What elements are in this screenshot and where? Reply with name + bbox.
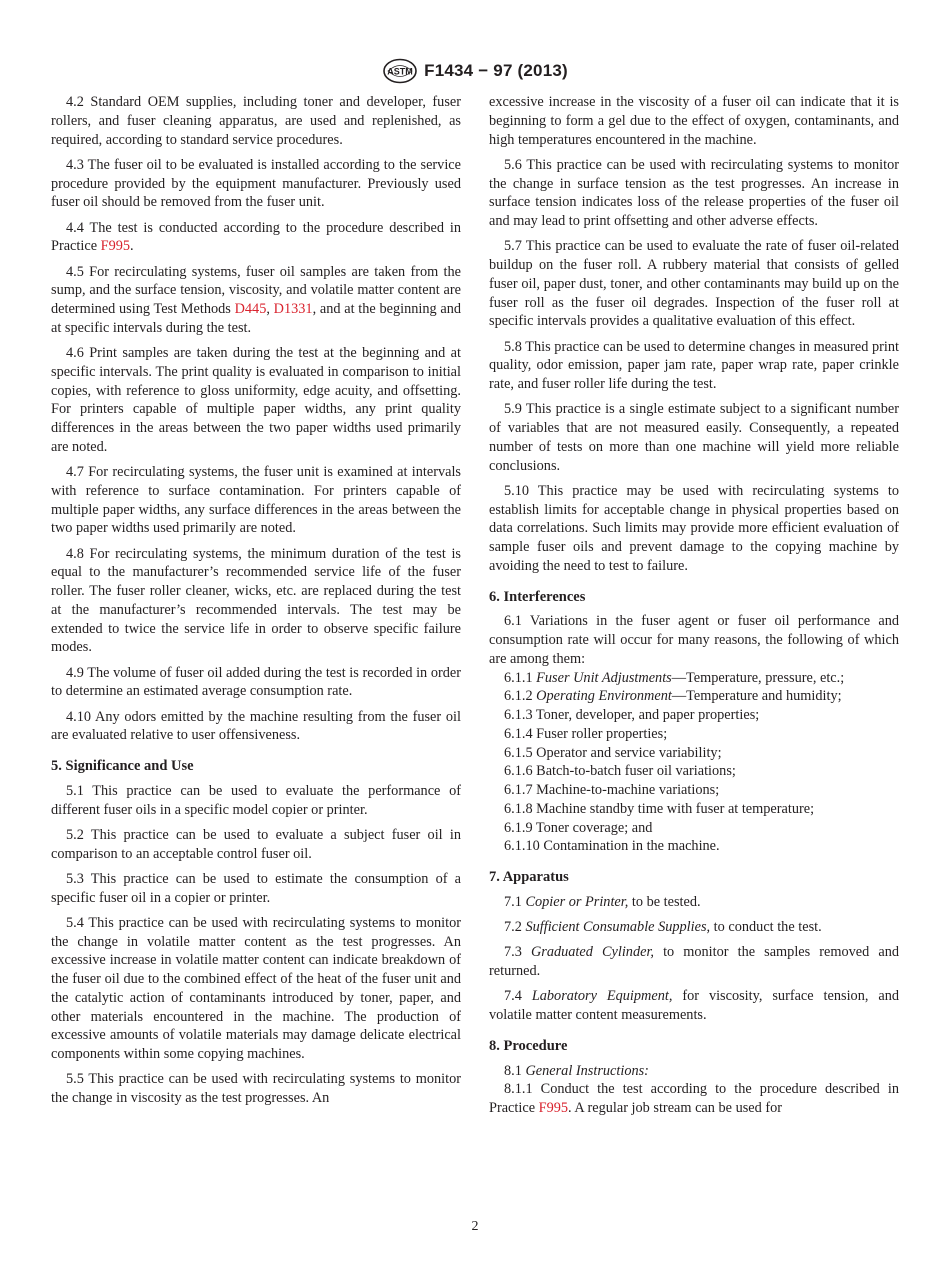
paragraph-4-2: 4.2 Standard OEM supplies, including toner and developer, fuser rollers, and fuser cleaning apparatus, are used and replenished, as required, according to standard service procedures. xyxy=(51,94,461,148)
paragraph-7-4 xyxy=(489,987,899,1025)
paragraph-5-8: 5.8 This practice can be used to determine changes in measured print quality, odor emission, paper jam rate, paper wrap rate, paper crinkle rate, and fuser roller life during the test. xyxy=(489,338,899,392)
link-d445[interactable]: D445 xyxy=(234,301,267,317)
list-item-6-1-9: 6.1.9 Toner coverage; and xyxy=(504,819,653,836)
paragraph-7-3-term: Graduated Cylinder, xyxy=(530,944,654,961)
section-5-heading: 5. Significance and Use xyxy=(51,758,194,774)
link-d1331[interactable]: D1331 xyxy=(273,301,313,317)
paragraph-7-4-text: for viscosity, surface tension, and volatile matter content measurements. xyxy=(489,988,900,1023)
paragraph-4-8: 4.8 For recirculating systems, the minimum duration of the test is equal to the manufacturer’s recommended service life of the fuser roller. The fuser roller cleaner, wicks, etc. are replaced during the test at the manufacturer’s recommended intervals. The test may be extended to twice the service life in order to observe specific failure modes. xyxy=(51,545,461,656)
paragraph-7-2-text: to conduct the test. xyxy=(710,919,822,935)
paragraph-4-7: 4.7 For recirculating systems, the fuser unit is examined at intervals with reference to surface contamination. For printers capable of multiple paper widths, any surface differences in the areas between the two paper widths used primarily are noted. xyxy=(51,464,461,537)
paragraph-7-3 xyxy=(489,943,899,981)
list-item-6-1-4: 6.1.4 Fuser roller properties; xyxy=(504,725,668,742)
paragraph-4-5 xyxy=(51,263,461,338)
paragraph-5-10: 5.10 This practice may be used with recirculating systems to establish limits for acceptable change in physical properties based on data correlations. Such limits may provide more efficient evaluation of sample fuser oils and prevent damage to the copying machine by avoiding the need to test to failure. xyxy=(489,482,899,574)
list-item-6-1-5: 6.1.5 Operator and service variability; xyxy=(504,744,722,761)
left-column xyxy=(51,93,461,1114)
list-item-6-1-10: 6.1.10 Contamination in the machine. xyxy=(504,838,720,855)
page-number: 2 xyxy=(471,1219,479,1234)
paragraph-7-2-term: Sufficient Consumable Supplies, xyxy=(525,919,711,935)
link-f995-procedure[interactable]: F995 xyxy=(538,1100,569,1116)
right-column xyxy=(489,93,899,1124)
paragraph-7-4-term: Laboratory Equipment, xyxy=(531,988,673,1005)
paragraph-4-5-end: , and at the beginning and at specific intervals during the test. xyxy=(51,301,461,336)
list-item-6-1-8: 6.1.8 Machine standby time with fuser at temperature; xyxy=(504,800,815,817)
paragraph-8-1-number: 8.1 xyxy=(504,1062,526,1079)
paragraph-4-4 xyxy=(51,219,461,257)
paragraph-5-9: 5.9 This practice is a single estimate subject to a significant number of variables that are not measured easily. Consequently, a repeated number of tests on more than one machine will yield more reliable conclusions. xyxy=(489,401,899,474)
paragraph-8-1 xyxy=(489,1062,899,1081)
section-7-heading: 7. Apparatus xyxy=(489,869,569,885)
paragraph-5-2: 5.2 This practice can be used to evaluate a subject fuser oil in comparison to an acceptable control fuser oil. xyxy=(51,826,461,862)
paragraph-7-2 xyxy=(489,918,899,937)
paragraph-8-1-1 xyxy=(489,1080,899,1118)
list-item-6-1-6: 6.1.6 Batch-to-batch fuser oil variations; xyxy=(504,763,736,780)
list-item-6-1-2-term: Operating Environment xyxy=(536,688,672,705)
paragraph-5-5-continued: excessive increase in the viscosity of a fuser oil can indicate that it is beginning to form a gel due to the effect of oxygen, contaminants, and high temperatures encountered in the machine. xyxy=(489,94,899,148)
paragraph-4-4-text: 4.4 The test is conducted according to the procedure described in Practice xyxy=(51,219,461,255)
paragraph-5-5: 5.5 This practice can be used with recirculating systems to monitor the change in viscosity as the test progresses. An xyxy=(51,1071,461,1106)
paragraph-4-3: 4.3 The fuser oil to be evaluated is installed according to the service procedure provided by the equipment manufacturer. Previously used fuser oil should be removed from the fuser unit. xyxy=(51,156,461,211)
list-item-6-1-1-text: —Temperature, pressure, etc.; xyxy=(671,669,845,686)
paragraph-4-6: 4.6 Print samples are taken during the test at the beginning and at specific intervals. The print quality is evaluated in comparison to initial copies, with reference to gloss uniformity, edge acuity, and offsetting. For printers capable of multiple paper widths, any print quality differences in the areas between the two paper widths used primarily are noted. xyxy=(51,345,461,455)
paragraph-8-1-term: General Instructions: xyxy=(525,1062,649,1079)
paragraph-5-7: 5.7 This practice can be used to evaluate the rate of fuser oil-related buildup on the fuser roll. A rubbery material that consists of gelled fuser oil, paper dust, toner, and other contaminants may build up on the fuser roll as the fuser oil degrades. Inspection of the fuser roll at specific intervals provides a qualitative evaluation of this effect. xyxy=(489,238,899,330)
list-item-6-1-3: 6.1.3 Toner, developer, and paper properties; xyxy=(504,707,760,723)
paragraph-7-3-number: 7.3 xyxy=(504,944,531,961)
link-f995[interactable]: F995 xyxy=(100,238,131,255)
paragraph-7-1-term: Copier or Printer, xyxy=(525,893,629,910)
list-item-6-1-2 xyxy=(489,687,899,706)
paragraph-7-4-number: 7.4 xyxy=(504,988,532,1005)
page-header xyxy=(0,58,950,84)
paragraph-5-3: 5.3 This practice can be used to estimate the consumption of a specific fuser oil in a copier or printer. xyxy=(51,870,461,906)
paragraph-4-9: 4.9 The volume of fuser oil added during the test is recorded in order to determine an estimated average consumption rate. xyxy=(51,664,461,700)
paragraph-6-1: 6.1 Variations in the fuser agent or fuser oil performance and consumption rate will occur for many reasons, the following of which are among them: xyxy=(489,613,899,667)
paragraph-8-1-1-text: 8.1.1 Conduct the test according to the procedure described in Practice xyxy=(489,1081,899,1116)
paragraph-7-3-text: to monitor the samples removed and returned. xyxy=(489,944,900,979)
list-item-6-1-1-term: Fuser Unit Adjustments xyxy=(536,669,672,686)
section-8-heading: 8. Procedure xyxy=(489,1037,568,1054)
list-item-6-1-1 xyxy=(489,669,899,688)
paragraph-4-4-end: . xyxy=(130,238,134,255)
paragraph-7-1-number: 7.1 xyxy=(504,893,526,910)
paragraph-7-1 xyxy=(489,893,899,912)
paragraph-5-4: 5.4 This practice can be used with recirculating systems to monitor the change in volatile matter content as the test progresses. An excessive increase in volatile matter content can indicate breakdown of the fuser oil due to the combined effect of the heat of the fuser unit and the catalytic action of contaminants introduced by toner, paper, and other materials encountered in the machine. The production of excessive amounts of volatile materials may damage delicate electrical components within some copying machines. xyxy=(51,914,461,1062)
paragraph-4-5-text: 4.5 For recirculating systems, fuser oil samples are taken from the sump, and the surface tension, viscosity, and volatile matter content are determined using Test Methods xyxy=(51,263,461,317)
list-item-6-1-2-number: 6.1.2 xyxy=(504,688,537,705)
paragraph-4-10: 4.10 Any odors emitted by the machine resulting from the fuser oil are evaluated relative to user offensiveness. xyxy=(51,708,461,744)
astm-logo-icon xyxy=(382,58,418,84)
list-item-6-1-7: 6.1.7 Machine-to-machine variations; xyxy=(504,782,720,798)
paragraph-7-2-number: 7.2 xyxy=(504,919,526,935)
section-6-heading: 6. Interferences xyxy=(489,588,586,605)
paragraph-7-1-text: to be tested. xyxy=(628,893,701,910)
paragraph-4-5-separator: , xyxy=(266,301,274,317)
logo-text: ASTM xyxy=(387,66,413,77)
document-designation: F1434 − 97 (2013) xyxy=(424,61,568,80)
paragraph-5-6: 5.6 This practice can be used with recirculating systems to monitor the change in surface tension as the test progresses. An increase in surface tension indicates loss of the release properties of the fuser oil and may lead to print offsetting and other adverse effects. xyxy=(489,156,899,229)
list-item-6-1-2-text: —Temperature and humidity; xyxy=(671,688,842,705)
paragraph-5-1: 5.1 This practice can be used to evaluate the performance of different fuser oils in a specific model copier or printer. xyxy=(51,782,461,818)
list-item-6-1-1-number: 6.1.1 xyxy=(504,669,537,686)
paragraph-8-1-1-end: . A regular job stream can be used for xyxy=(568,1100,783,1116)
